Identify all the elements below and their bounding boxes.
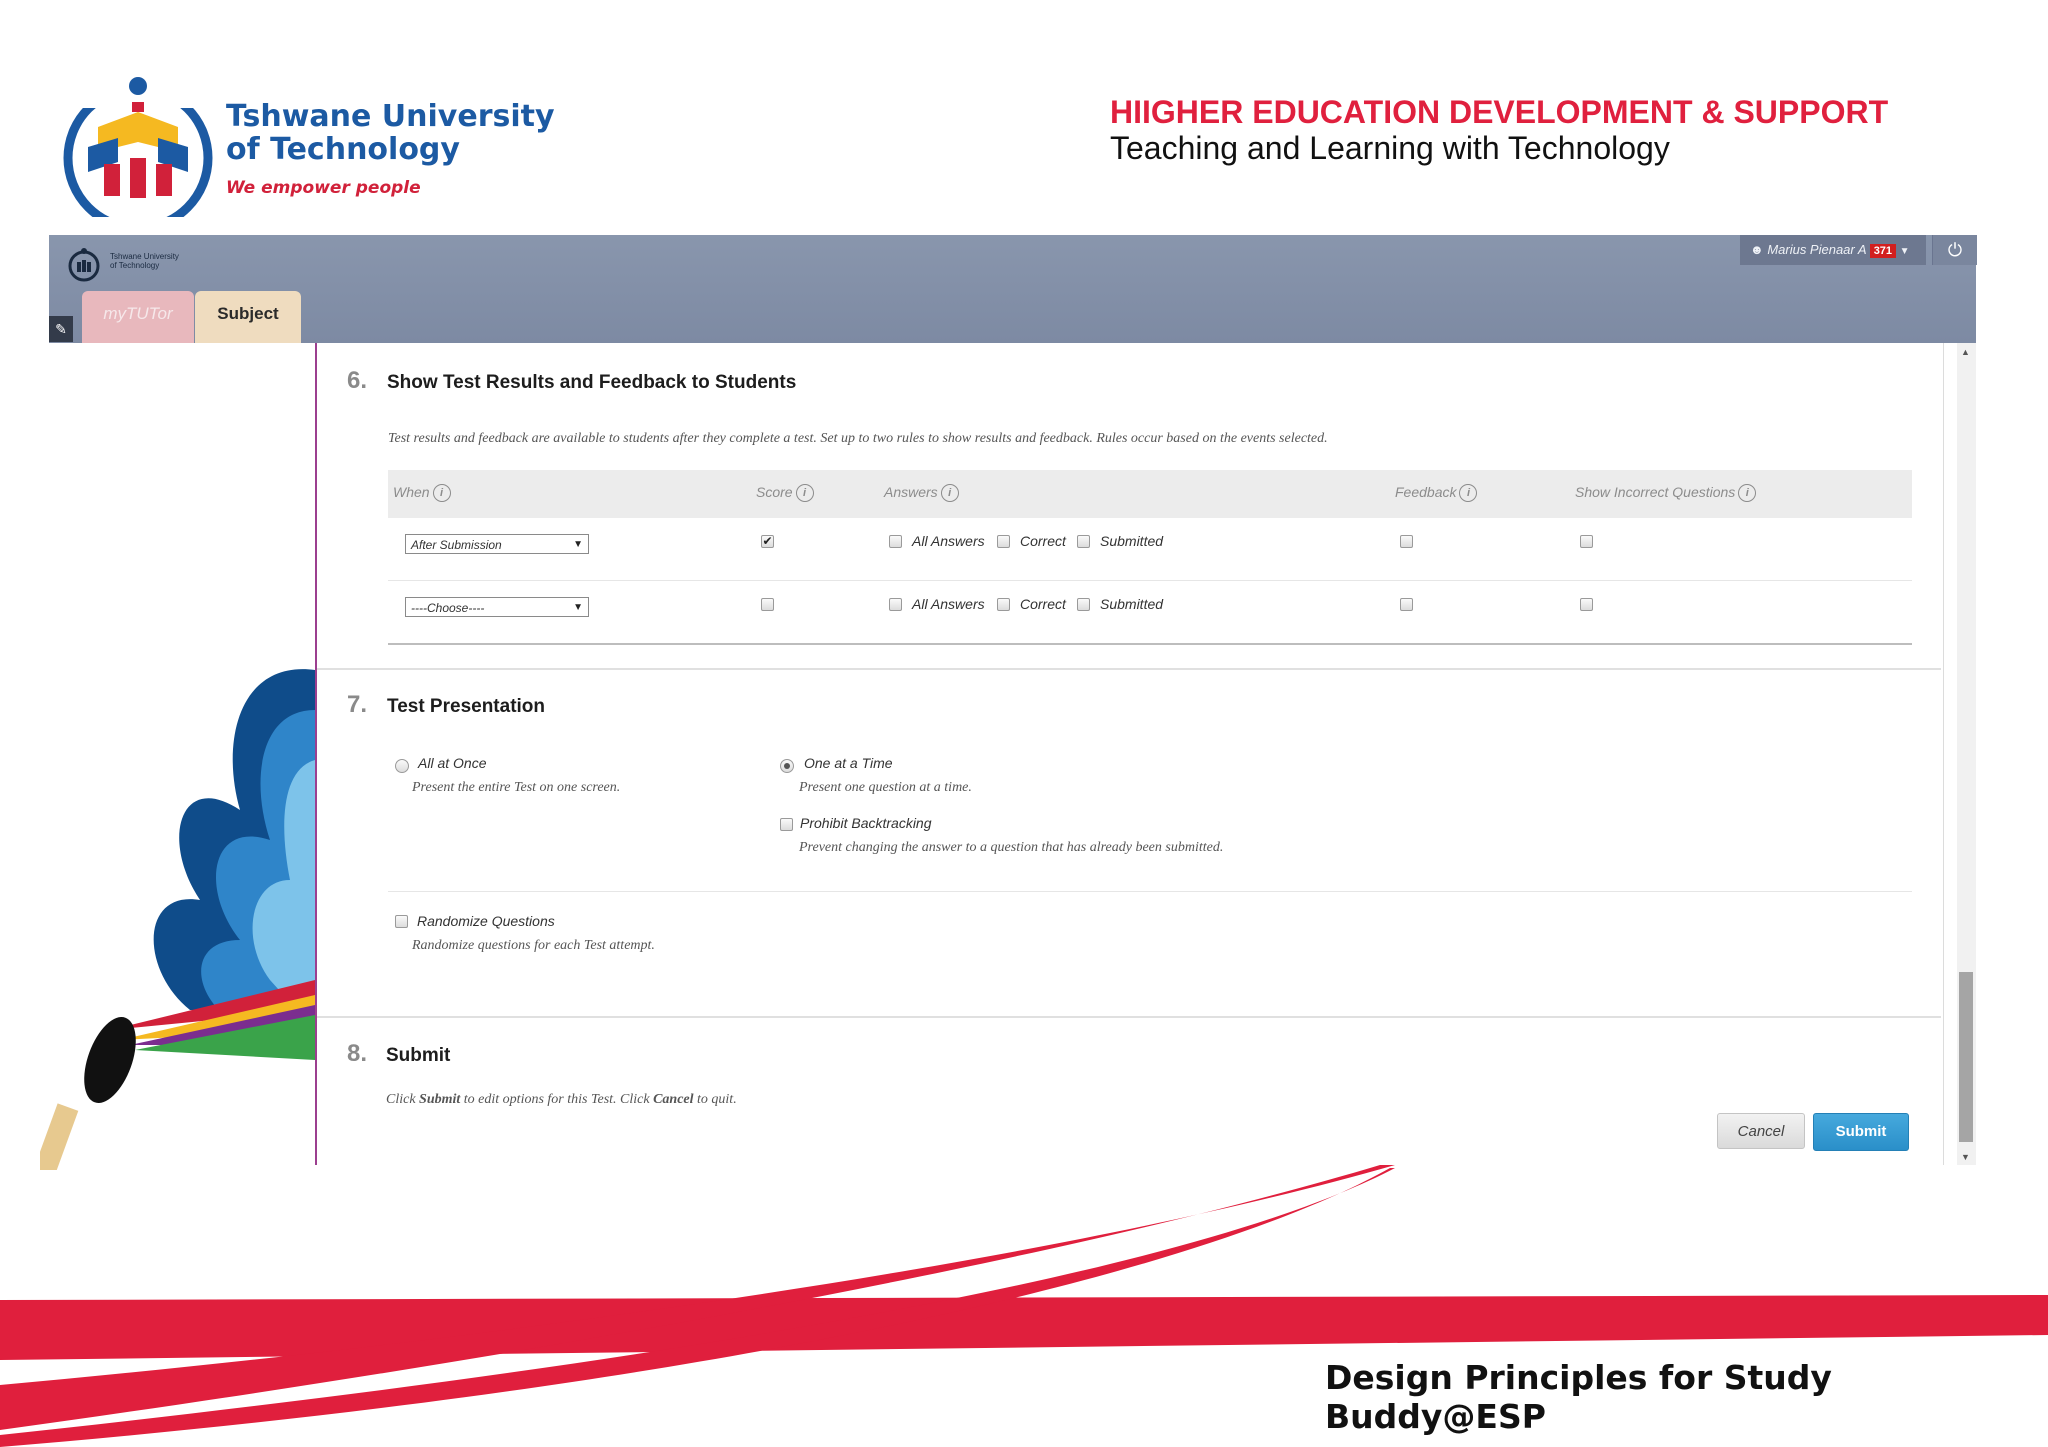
option-divider — [388, 891, 1912, 892]
submit-button[interactable]: Submit — [1813, 1113, 1909, 1151]
column-header-answers — [884, 484, 959, 502]
correct-checkbox[interactable] — [997, 535, 1010, 548]
user-icon: ☻ — [1750, 242, 1764, 257]
all-answers-label: All Answers — [912, 596, 985, 612]
randomize-questions-label: Randomize Questions — [417, 913, 555, 929]
scroll-up-arrow-icon[interactable]: ▲ — [1961, 347, 1970, 357]
section-title: Show Test Results and Feedback to Students — [387, 372, 797, 393]
column-header-show-incorrect — [1575, 484, 1756, 502]
one-at-a-time-radio[interactable] — [780, 759, 794, 773]
section-title: Submit — [386, 1045, 451, 1066]
lms-logo-icon — [63, 246, 105, 282]
submitted-label: Submitted — [1100, 596, 1164, 612]
correct-checkbox[interactable] — [997, 598, 1010, 611]
slide-header-title: HIIGHER EDUCATION DEVELOPMENT & SUPPORT — [1110, 94, 1889, 130]
feedback-checkbox[interactable] — [1400, 598, 1413, 611]
test-options-panel — [315, 343, 1944, 1165]
dropdown-arrow-icon: ▼ — [573, 539, 583, 550]
section-title: Test Presentation — [387, 696, 546, 717]
row-divider — [388, 580, 1912, 581]
info-icon[interactable]: i — [941, 484, 959, 502]
section-number: 8. — [347, 1040, 368, 1067]
university-tagline: We empower people — [226, 178, 421, 198]
select-value: After Submission — [411, 538, 502, 552]
section-description: Test results and feedback are available to students after they complete a test. Set up to two rules to show results and feedback. Rules occur based on the events selected. — [388, 431, 1328, 446]
one-at-a-time-description: Present one question at a time. — [799, 780, 972, 795]
show-incorrect-checkbox[interactable] — [1580, 535, 1593, 548]
column-header-feedback — [1395, 484, 1477, 502]
lms-top-bar — [49, 235, 1976, 343]
submitted-checkbox[interactable] — [1077, 535, 1090, 548]
tut-logo — [58, 72, 218, 217]
info-icon[interactable]: i — [1459, 484, 1477, 502]
instruction-text: Click — [386, 1092, 420, 1107]
lms-logo-line2: of Technology — [110, 261, 160, 270]
column-header-label: Answers — [884, 484, 938, 500]
university-name — [226, 100, 555, 166]
instruction-text: to quit. — [693, 1092, 737, 1107]
dropdown-arrow-icon: ▼ — [573, 602, 583, 613]
all-answers-label: All Answers — [912, 533, 985, 549]
pin-icon[interactable]: ✎ — [49, 316, 73, 342]
show-incorrect-checkbox[interactable] — [1580, 598, 1593, 611]
paint-splash-decoration — [40, 650, 320, 1170]
user-menu[interactable] — [1740, 235, 1926, 265]
all-answers-checkbox[interactable] — [889, 598, 902, 611]
university-name-line1: Tshwane University — [226, 99, 555, 134]
user-name: Marius Pienaar A — [1767, 242, 1867, 257]
when-select[interactable] — [405, 597, 589, 617]
randomize-questions-checkbox[interactable] — [395, 915, 408, 928]
correct-label: Correct — [1020, 596, 1066, 612]
column-header-label: When — [393, 484, 430, 500]
tab-mytutor[interactable]: myTUTor — [82, 291, 194, 343]
power-icon[interactable]: ⏻ — [1932, 235, 1977, 265]
info-icon[interactable]: i — [1738, 484, 1756, 502]
chevron-down-icon: ▼ — [1899, 246, 1910, 257]
select-value: ----Choose---- — [411, 601, 485, 615]
prohibit-backtracking-checkbox[interactable] — [780, 818, 793, 831]
all-at-once-description: Present the entire Test on one screen. — [412, 780, 621, 795]
submitted-checkbox[interactable] — [1077, 598, 1090, 611]
section-number: 6. — [347, 367, 368, 394]
section-number: 7. — [347, 691, 368, 718]
instruction-text: to edit options for this Test. Click — [460, 1092, 654, 1107]
column-header-when — [393, 484, 451, 502]
scroll-down-arrow-icon[interactable]: ▼ — [1961, 1152, 1970, 1162]
one-at-a-time-label: One at a Time — [804, 755, 893, 771]
feedback-checkbox[interactable] — [1400, 535, 1413, 548]
university-name-line2: of Technology — [226, 132, 460, 167]
slide-header-subtitle: Teaching and Learning with Technology — [1110, 130, 1670, 166]
table-bottom-border — [388, 643, 1912, 645]
lms-logo-line1: Tshwane University — [110, 252, 179, 261]
prohibit-backtracking-label: Prohibit Backtracking — [800, 815, 932, 831]
when-select[interactable] — [405, 534, 589, 554]
notification-badge: 371 — [1870, 244, 1896, 258]
slide-footer-title: Design Principles for Study Buddy@ESP — [1325, 1358, 1832, 1436]
column-header-score — [756, 484, 814, 502]
submitted-label: Submitted — [1100, 533, 1164, 549]
correct-label: Correct — [1020, 533, 1066, 549]
column-header-label: Score — [756, 484, 793, 500]
column-header-label: Show Incorrect Questions — [1575, 484, 1736, 500]
all-answers-checkbox[interactable] — [889, 535, 902, 548]
score-checkbox[interactable]: ✔ — [762, 534, 773, 548]
cancel-button[interactable]: Cancel — [1717, 1113, 1805, 1149]
lms-logo-text — [110, 252, 179, 270]
section-divider — [317, 668, 1941, 670]
info-icon[interactable]: i — [433, 484, 451, 502]
column-header-label: Feedback — [1395, 484, 1457, 500]
all-at-once-label: All at Once — [418, 755, 487, 771]
instruction-cancel-word: Cancel — [653, 1092, 694, 1107]
section-divider — [317, 1016, 1941, 1018]
prohibit-backtracking-description: Prevent changing the answer to a question that has already been submitted. — [799, 840, 1224, 855]
tab-subject[interactable]: Subject — [195, 291, 301, 343]
instruction-submit-word: Submit — [419, 1092, 461, 1107]
scrollbar-thumb[interactable] — [1959, 972, 1973, 1142]
score-checkbox[interactable] — [761, 598, 774, 611]
all-at-once-radio[interactable] — [395, 759, 409, 773]
randomize-questions-description: Randomize questions for each Test attempt. — [412, 938, 655, 953]
info-icon[interactable]: i — [796, 484, 814, 502]
submit-instructions — [386, 1092, 737, 1108]
